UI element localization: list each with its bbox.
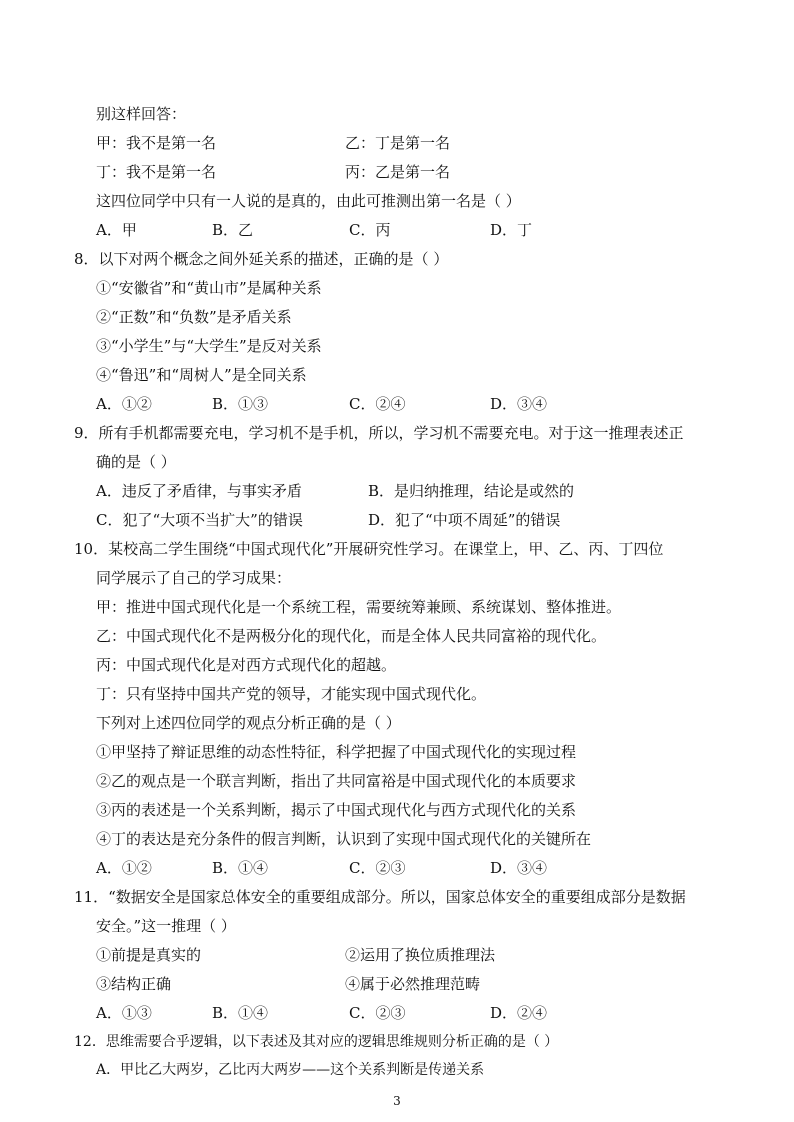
q11-option-b: B．①④ xyxy=(212,1004,269,1022)
q11-option-c: C．②③ xyxy=(349,1004,406,1022)
q10-option-a: A．①② xyxy=(96,859,152,877)
q11-option-a: A．①③ xyxy=(96,1004,152,1022)
q8-option-b: B．①③ xyxy=(212,395,269,413)
q9-option-c: C．犯了“大项不当扩大”的错误 xyxy=(96,511,303,529)
q11-item-3: ③结构正确 xyxy=(96,975,172,993)
question-10-cont: 同学展示了自己的学习成果： xyxy=(96,569,292,587)
statement-bing: 丙：乙是第一名 xyxy=(345,163,451,181)
q8-option-d: D．③④ xyxy=(490,395,548,413)
q10-ding: 丁：只有坚持中国共产党的领导，才能实现中国式现代化。 xyxy=(96,685,487,703)
page-number: 3 xyxy=(393,1094,401,1108)
question-11: 11．“数据安全是国家总体安全的重要组成部分。所以，国家总体安全的重要组成部分是数据 xyxy=(74,888,686,906)
q9-option-d: D．犯了“中项不周延”的错误 xyxy=(368,511,561,529)
q8-option-c: C．②④ xyxy=(349,395,406,413)
q8-item-2: ②“正数”和“负数”是矛盾关系 xyxy=(96,308,292,326)
q8-item-1: ①“安徽省”和“黄山市”是属种关系 xyxy=(96,279,322,297)
q10-item-1: ①甲坚持了辩证思维的动态性特征，科学把握了中国式现代化的实现过程 xyxy=(96,743,577,761)
q11-option-d: D．②④ xyxy=(490,1004,548,1022)
q10-stem: 下列对上述四位同学的观点分析正确的是（ ） xyxy=(96,714,401,732)
q10-option-c: C．②③ xyxy=(349,859,406,877)
q11-item-4: ④属于必然推理范畴 xyxy=(345,975,481,993)
q8-option-a: A．①② xyxy=(96,395,152,413)
q10-bing: 丙：中国式现代化是对西方式现代化的超越。 xyxy=(96,656,397,674)
q9-option-b: B．是归纳推理，结论是或然的 xyxy=(368,482,575,500)
question-12: 12．思维需要合乎逻辑，以下表述及其对应的逻辑思维规则分析正确的是（ ） xyxy=(74,1034,559,1050)
q11-item-1: ①前提是真实的 xyxy=(96,946,202,964)
q9-option-a: A．违反了矛盾律，与事实矛盾 xyxy=(96,482,302,500)
q11-item-2: ②运用了换位质推理法 xyxy=(345,946,496,964)
statement-jia: 甲：我不是第一名 xyxy=(96,134,217,152)
question-stem: 这四位同学中只有一人说的是真的，由此可推测出第一名是（ ） xyxy=(96,192,521,210)
q10-item-3: ③丙的表述是一个关系判断，揭示了中国式现代化与西方式现代化的关系 xyxy=(96,801,577,819)
question-11-cont: 安全。”这一推理（ ） xyxy=(96,917,236,935)
q10-jia: 甲：推进中国式现代化是一个系统工程，需要统筹兼顾、系统谋划、整体推进。 xyxy=(96,598,622,616)
question-10: 10．某校高二学生围绕“中国式现代化”开展研究性学习。在课堂上，甲、乙、丙、丁四位 xyxy=(74,540,664,558)
option-a: A．甲 xyxy=(96,221,137,239)
option-b: B．乙 xyxy=(212,221,254,239)
q10-option-b: B．①④ xyxy=(212,859,269,877)
q10-yi: 乙：中国式现代化不是两极分化的现代化，而是全体人民共同富裕的现代化。 xyxy=(96,627,607,645)
option-d: D．丁 xyxy=(490,221,533,239)
option-c: C．丙 xyxy=(349,221,391,239)
q10-option-d: D．③④ xyxy=(490,859,548,877)
question-9-cont: 确的是（ ） xyxy=(96,453,176,471)
q10-item-2: ②乙的观点是一个联言判断，指出了共同富裕是中国式现代化的本质要求 xyxy=(96,772,577,790)
q8-item-3: ③“小学生”与“大学生”是反对关系 xyxy=(96,337,322,355)
q12-option-a: A．甲比乙大两岁，乙比丙大两岁——这个关系判断是传递关系 xyxy=(96,1062,485,1078)
statement-ding: 丁：我不是第一名 xyxy=(96,163,217,181)
q10-item-4: ④丁的表达是充分条件的假言判断，认识到了实现中国式现代化的关键所在 xyxy=(96,830,592,848)
q8-item-4: ④“鲁迅”和“周树人”是全同关系 xyxy=(96,366,307,384)
statement-yi: 乙：丁是第一名 xyxy=(345,134,451,152)
question-9: 9．所有手机都需要充电，学习机不是手机，所以，学习机不需要充电。对于这一推理表述正 xyxy=(74,424,684,442)
text-line: 别这样回答： xyxy=(96,105,187,123)
question-8: 8．以下对两个概念之间外延关系的描述，正确的是（ ） xyxy=(74,250,449,268)
